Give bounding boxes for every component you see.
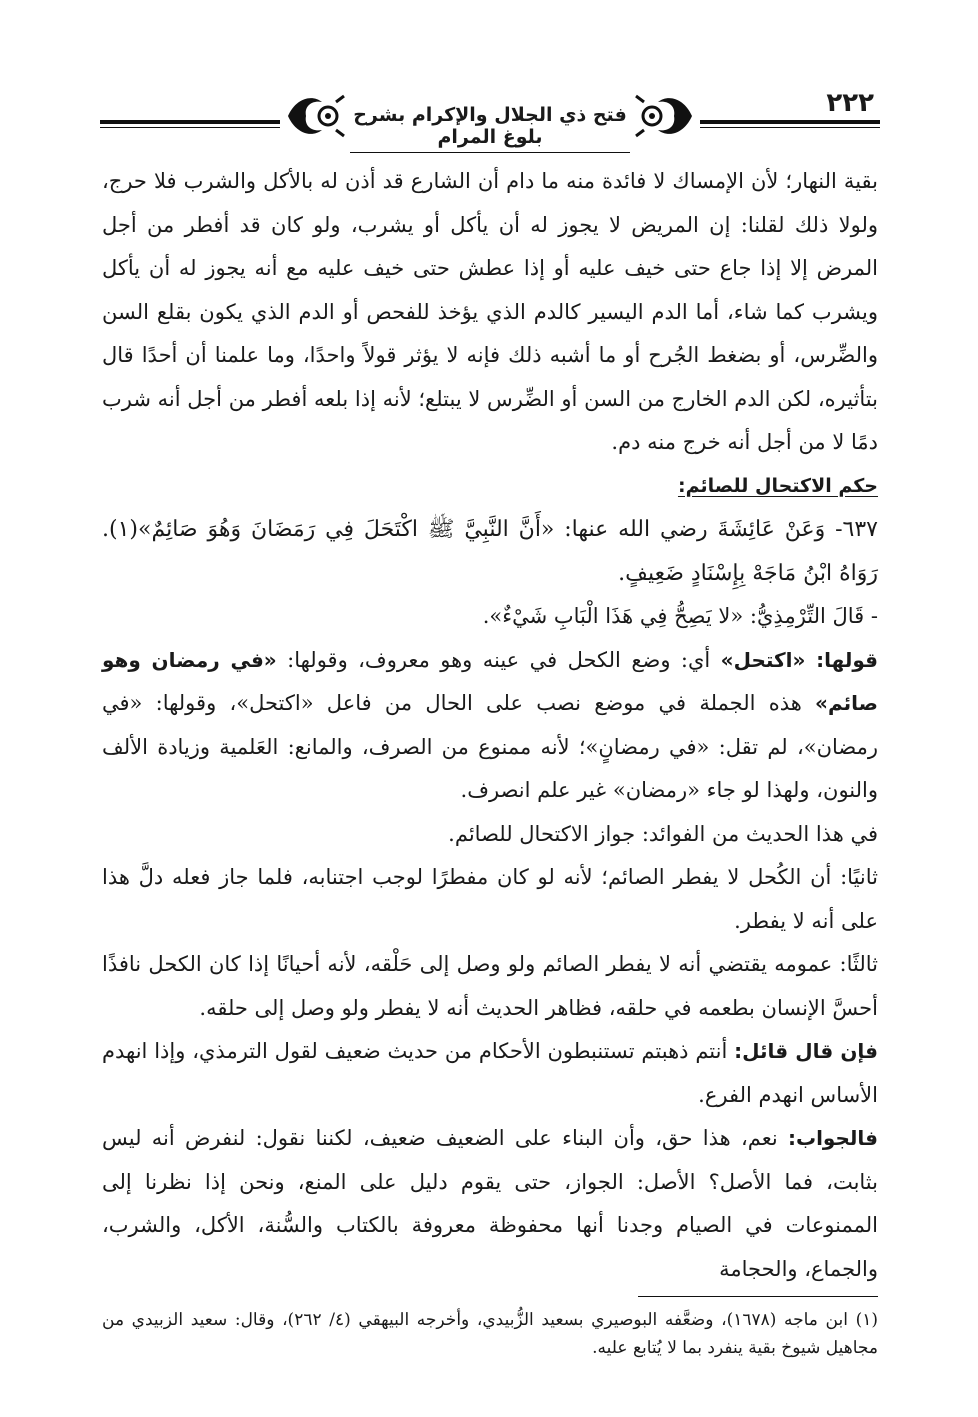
paragraph: ثانيًا: أن الكُحل لا يفطر الصائم؛ لأنه لو كان مفطرًا لوجب اجتنابه، فلما جاز فعله دلَّ هذا على أنه لا يفطر.: [102, 865, 878, 933]
header-rule: [700, 120, 880, 124]
footnotes: [102, 1306, 878, 1362]
header-rule: [100, 120, 280, 124]
page-header: [100, 82, 880, 152]
paragraph-text: هذه الجملة في موضع نصب على الحال من فاعل «اكتحل»، وقولها: «في رمضان»، لم تقل: «في رمضانٍ»؛ لأنه ممنوع من الصرف، والمانع: العَلمية وزيادة الألف والنون، ولهذا لو جاء «رمضان» غير علم انصرف.: [102, 691, 878, 802]
paragraph: [102, 639, 878, 813]
bold-lead: قولها: «اكتحل»: [720, 647, 878, 672]
page-number: ٢٢٢: [826, 88, 874, 118]
header-rule: [100, 127, 280, 128]
paragraph: في هذا الحديث من الفوائد: جواز الاكتحال للصائم.: [448, 821, 878, 846]
footnote: (١) ابن ماجه (١٦٧٨)، وضعَّفه البوصيري بسعيد الزُّبيدي، وأخرجه البيهقي (٤/ ٢٦٢)، وقال: سعيد الزبيدي من مجاهيل شيوخ بقية ينفرد بما لا يُتابع عليه.: [102, 1310, 879, 1358]
section-heading: حكم الاكتحال للصائم:: [677, 474, 878, 497]
paragraph: ثالثًا: عمومه يقتضي أنه لا يفطر الصائم ولو وصل إلى حَلْقه، لأنه أحيانًا إذا كان الكحل نافذًا أحسَّ الإنسان بطعمه في حلقه، فظاهر الحديث أنه لا يفطر ولو وصل إلى حلقه.: [102, 952, 878, 1020]
hadith-text: ٦٣٧- وَعَنْ عَائِشَةَ رضي الله عنها: «أَنَّ النَّبِيَّ ﷺ اكْتَحَلَ فِي رَمَضَانَ وَهُوَ صَائِمٌ»(١). رَوَاهُ ابْنُ مَاجَهْ بِإِسْنَادٍ ضَعِيفٍ.: [102, 517, 878, 586]
paragraph-text: أي: وضع الكحل في عينه وهو معروف، وقولها:: [276, 647, 721, 672]
paragraph: بقية النهار؛ لأن الإمساك لا فائدة منه ما دام أن الشارع قد أذن له بالأكل والشرب فلا حرج، ولولا ذلك لقلنا: إن المريض لا يجوز له أن يأكل أو يشرب، ولو كان قد أفطر من أجل المرض إلا إذا جاع حتى خيف عليه أو إذا عطش حتى خيف عليه مع أنه يجوز له أن يأكل ويشرب كما شاء، أما الدم اليسير كالدم الذي يؤخذ للفحص أو الدم الذي يكون بقلع السن والضِّرس، أو بضغط الجُرح أو ما أشبه ذلك فإنه لا يؤثر قولاً واحدًا، وما علمنا أن أحدًا قال بتأثيره، لكن الدم الخارج من السن أو الضِّرس لا يبتلع؛ لأنه إذا بلعه أفطر من أجل أنه شرب دمًا لا من أجل أنه خرج منه دم.: [102, 169, 878, 454]
bold-lead: فالجواب:: [787, 1126, 878, 1150]
tirmidhi-quote: - قَالَ التِّرْمِذِيُّ: «لا يَصِحُّ فِي هَذَا الْبَابِ شَيْءٌ».: [482, 604, 878, 628]
bold-lead: فإن قال قائل:: [734, 1039, 878, 1063]
running-title: فتح ذي الجلال والإكرام بشرح بلوغ المرام: [350, 104, 630, 153]
paragraph-text: نعم، هذا حق، وأن البناء على الضعيف ضعيف، لكننا نقول: لنفرض أنه ليس بثابت، فما الأصل؟ الأصل: الجواز، حتى يقوم دليل على المنع، ونحن إذا نظرنا إلى الممنوعات في الصيام وجدنا أنها محفوظة معروفة بالكتاب والسُّنة، الأكل، والشرب، والجماع، والحجامة: [102, 1126, 878, 1281]
bold-phrase: «في رمضان وهو صائم»: [102, 647, 878, 715]
paragraph-text: أنتم ذهبتم تستنبطون الأحكام من حديث ضعيف لقول الترمذي، وإذا انهدم الأساس انهدم الفرع.: [102, 1039, 878, 1107]
ornament-icon: [632, 88, 698, 144]
main-text: [102, 160, 878, 1291]
paragraph: [102, 1030, 878, 1117]
paragraph: [102, 1117, 878, 1291]
ornament-icon: [282, 88, 348, 144]
header-rule: [700, 127, 880, 128]
footnote-divider: [638, 1296, 878, 1297]
